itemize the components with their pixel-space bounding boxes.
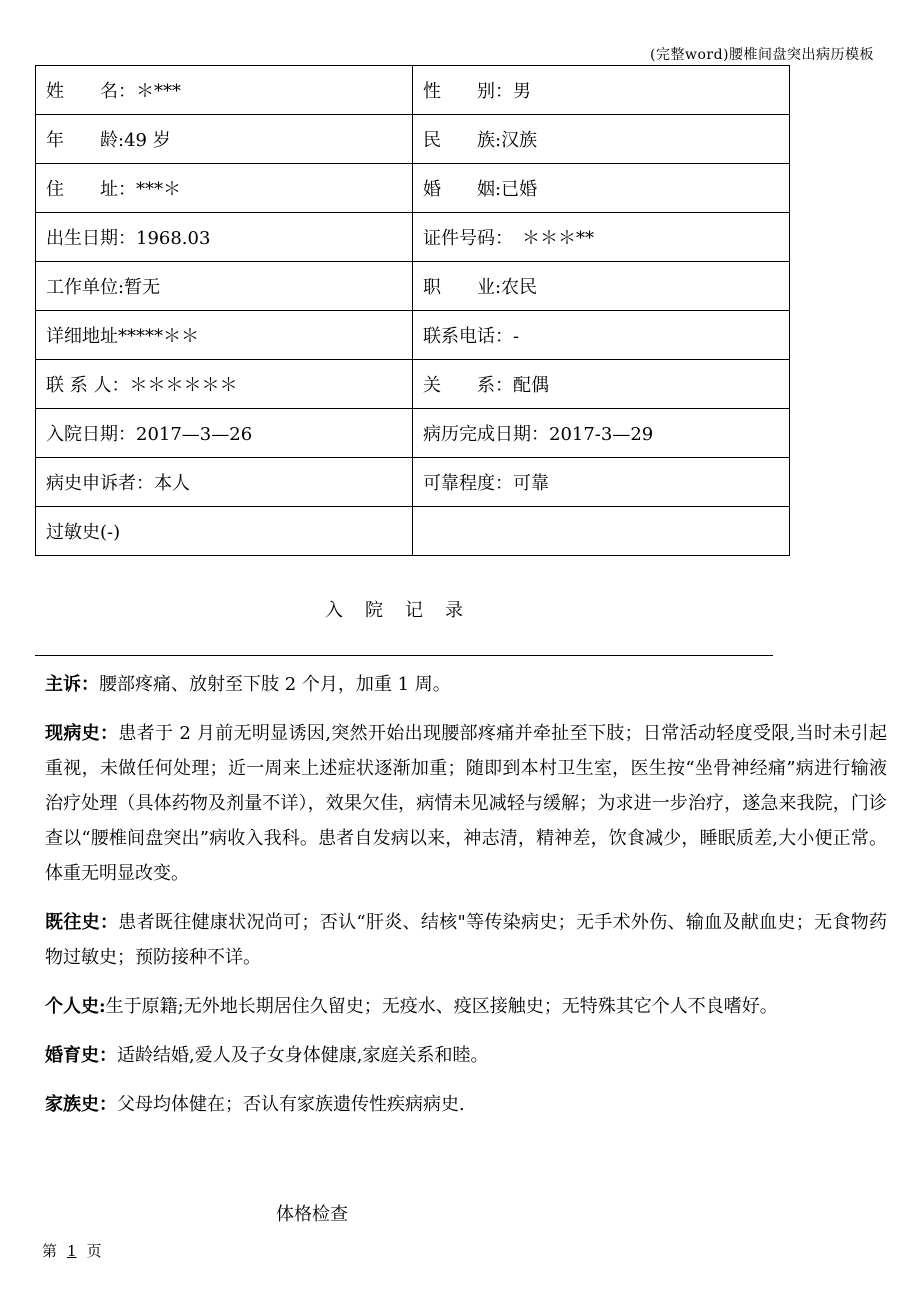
info-cell: 可靠程度：可靠 [413, 458, 790, 507]
info-cell: 过敏史(-) [36, 507, 413, 556]
info-row [36, 115, 790, 164]
section-family-history: 家族史：父母均体健在；否认有家族遗传性疾病病史. [45, 1094, 465, 1115]
physical-exam-title: 体格检查 [276, 1204, 348, 1225]
info-cell: 年 龄:49 岁 [36, 115, 413, 164]
info-row [36, 213, 790, 262]
info-cell: 住 址：***＊ [36, 164, 413, 213]
info-row [36, 66, 790, 115]
record-title: 入院记录 [325, 600, 485, 621]
info-cell [413, 507, 790, 556]
info-row [36, 164, 790, 213]
page-number: 第 1 页 [42, 1242, 102, 1260]
info-cell: 性 别：男 [413, 66, 790, 115]
info-cell: 详细地址*****＊＊ [36, 311, 413, 360]
info-cell: 职 业:农民 [413, 262, 790, 311]
info-cell: 婚 姻:已婚 [413, 164, 790, 213]
info-row [36, 262, 790, 311]
info-cell: 民 族:汉族 [413, 115, 790, 164]
document-header-note: (完整word)腰椎间盘突出病历模板 [650, 47, 874, 63]
info-row [36, 458, 790, 507]
info-row [36, 311, 790, 360]
section-past-history: 既往史：患者既往健康状况尚可；否认“肝炎、结核"等传染病史；无手术外伤、输血及献血史；无食物药物过敏史；预防接种不详。 [45, 912, 888, 968]
info-cell: 入院日期：2017—3—26 [36, 409, 413, 458]
info-row [36, 360, 790, 409]
title-divider [35, 655, 773, 656]
patient-info-table [35, 65, 790, 556]
info-cell: 姓 名：＊*** [36, 66, 413, 115]
info-cell: 关 系：配偶 [413, 360, 790, 409]
info-cell: 工作单位:暂无 [36, 262, 413, 311]
info-row [36, 507, 790, 556]
section-chief-complaint: 主诉：腰部疼痛、放射至下肢 2 个月，加重 1 周。 [45, 674, 451, 695]
section-present-illness: 现病史：患者于 2 月前无明显诱因,突然开始出现腰部疼痛并牵扯至下肢；日常活动轻度受限,当时未引起重视，未做任何处理；近一周来上述症状逐渐加重；随即到本村卫生室，医生按“坐骨神经痛”病进行输液治疗处理（具体药物及剂量不详），效果欠佳，病情未见减轻与缓解；为求进一步治疗，遂急来我院，门诊查以“腰椎间盘突出”病收入我科。患者自发病以来，神志清，精神差，饮食减少，睡眠质差,大小便正常。体重无明显改变。 [45, 723, 888, 884]
info-cell: 出生日期：1968.03 [36, 213, 413, 262]
info-cell: 联系电话：- [413, 311, 790, 360]
info-cell: 证件号码： ＊＊＊** [413, 213, 790, 262]
info-cell: 病历完成日期：2017-3—29 [413, 409, 790, 458]
info-cell: 病史申诉者：本人 [36, 458, 413, 507]
section-personal-history: 个人史:生于原籍;无外地长期居住久留史；无疫水、疫区接触史；无特殊其它个人不良嗜好。 [45, 996, 778, 1017]
info-row [36, 409, 790, 458]
record-body [45, 667, 887, 1136]
section-marital-history: 婚育史：适龄结婚,爱人及子女身体健康,家庭关系和睦。 [45, 1045, 489, 1066]
info-cell: 联 系 人：＊＊＊＊＊＊ [36, 360, 413, 409]
